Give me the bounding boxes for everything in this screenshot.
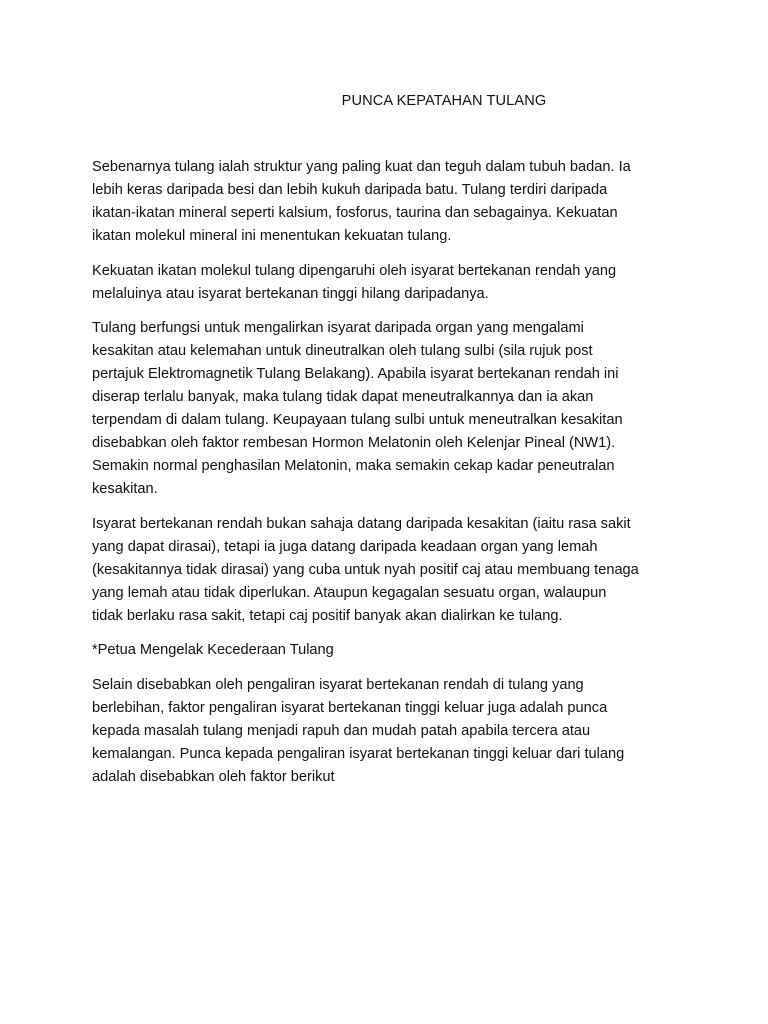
- paragraph-line: disebabkan oleh faktor rembesan Hormon Melatonin oleh Kelenjar Pineal (NW1).: [92, 435, 616, 451]
- paragraph-line: ikatan molekul mineral ini menentukan kekuatan tulang.: [92, 228, 452, 244]
- paragraph-line: tidak berlaku rasa sakit, tetapi caj positif banyak akan dialirkan ke tulang.: [92, 607, 563, 624]
- paragraph-line: terpendam di dalam tulang. Keupayaan tulang sulbi untuk meneutralkan kesakitan: [92, 412, 623, 428]
- paragraph-line: Tulang berfungsi untuk mengalirkan isyarat daripada organ yang mengalami: [92, 320, 584, 336]
- section-heading: [92, 639, 682, 662]
- paragraph-line: Semakin normal penghasilan Melatonin, maka semakin cekap kadar peneutralan: [92, 458, 615, 474]
- paragraph-line: ikatan-ikatan mineral seperti kalsium, fosforus, taurina dan sebagainya. Kekuatan: [92, 205, 618, 221]
- paragraph-line: Sebenarnya tulang ialah struktur yang paling kuat dan teguh dalam tubuh badan. Ia: [92, 159, 631, 175]
- paragraph-line: pertajuk Elektromagnetik Tulang Belakang). Apabila isyarat bertekanan rendah ini: [92, 366, 619, 382]
- paragraph-5: [92, 674, 682, 789]
- paragraph-line: yang dapat dirasai), tetapi ia juga datang daripada keadaan organ yang lemah: [92, 538, 598, 555]
- paragraph-2: [92, 260, 682, 306]
- document-title: PUNCA KEPATAHAN TULANG: [341, 93, 547, 109]
- paragraph-line: Selain disebabkan oleh pengaliran isyarat bertekanan rendah di tulang yang: [92, 676, 584, 693]
- paragraph-line: diserap terlalu banyak, maka tulang tidak dapat meneutralkannya dan ia akan: [92, 389, 594, 405]
- paragraph-line: berlebihan, faktor pengaliran isyarat bertekanan tinggi keluar juga adalah punca: [92, 699, 608, 716]
- paragraph-line: kesakitan.: [92, 481, 158, 497]
- paragraph-4: [92, 513, 682, 628]
- paragraph-line: melaluinya atau isyarat bertekanan tinggi hilang daripadanya.: [92, 285, 489, 302]
- paragraph-line: kesakitan atau kelemahan untuk dineutralkan oleh tulang sulbi (sila rujuk post: [92, 343, 593, 359]
- paragraph-line: *Petua Mengelak Kecederaan Tulang: [92, 642, 334, 658]
- paragraph-line: kemalangan. Punca kepada pengaliran isyarat bertekanan tinggi keluar dari tulang: [92, 745, 625, 762]
- paragraph-line: Kekuatan ikatan molekul tulang dipengaruhi oleh isyarat bertekanan rendah yang: [92, 262, 617, 279]
- paragraph-3: [92, 317, 682, 501]
- paragraph-line: kepada masalah tulang menjadi rapuh dan mudah patah apabila tercera atau: [92, 722, 591, 739]
- paragraph-line: yang lemah atau tidak diperlukan. Ataupun kegagalan sesuatu organ, walaupun: [92, 584, 607, 601]
- paragraph-line: (kesakitannya tidak dirasai) yang cuba untuk nyah positif caj atau membuang tenaga: [92, 561, 639, 578]
- paragraph-line: Isyarat bertekanan rendah bukan sahaja datang daripada kesakitan (iaitu rasa sakit: [92, 515, 631, 532]
- document-body: [92, 156, 682, 800]
- paragraph-1: [92, 156, 682, 248]
- paragraph-line: adalah disebabkan oleh faktor berikut: [92, 768, 335, 785]
- paragraph-line: lebih keras daripada besi dan lebih kukuh daripada batu. Tulang terdiri daripada: [92, 182, 608, 198]
